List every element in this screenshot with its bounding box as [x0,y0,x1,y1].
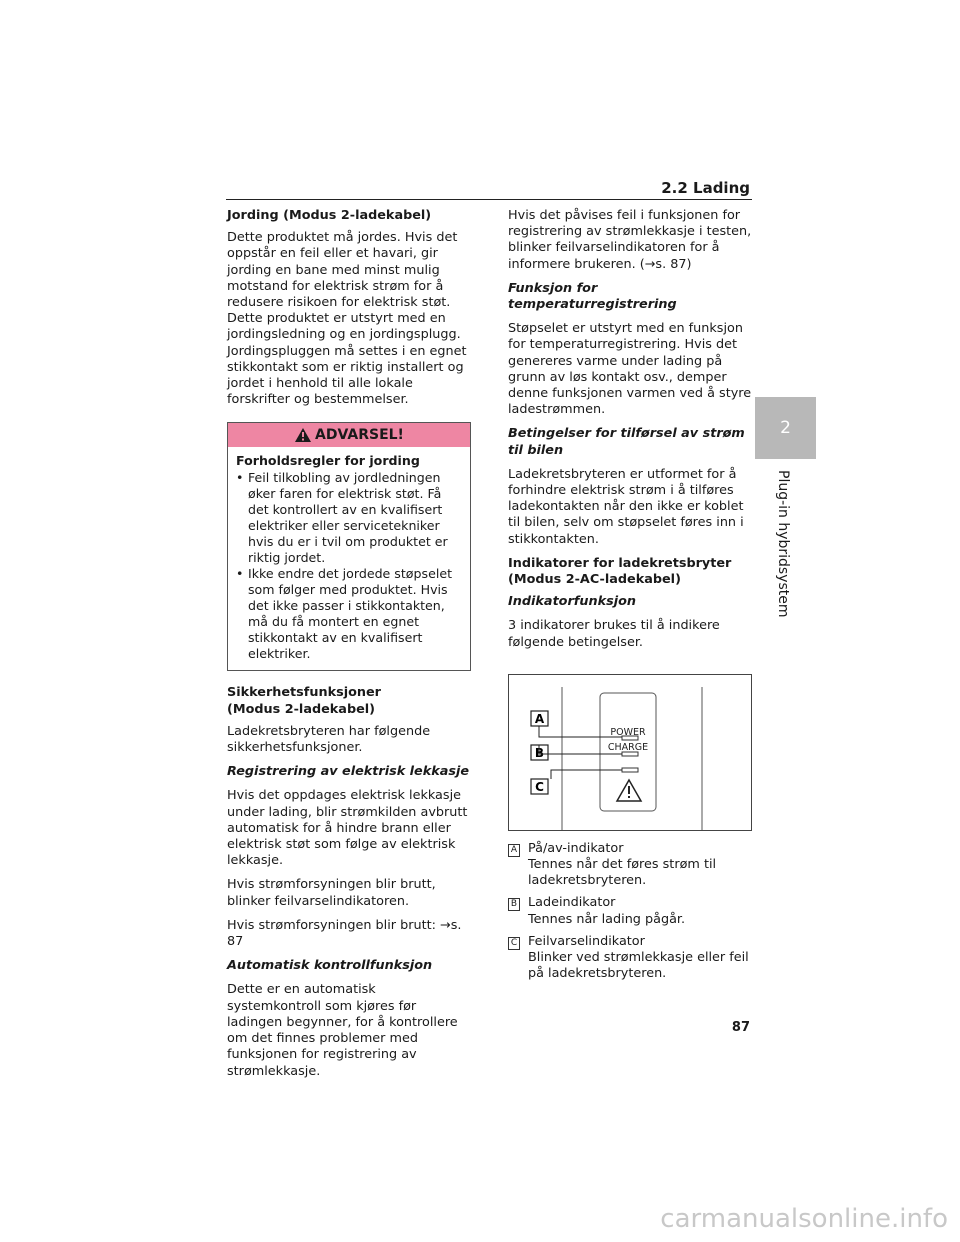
error-led [622,768,638,772]
sikkerhet-text: Ladekretsbryteren har følgende sikkerhetsfunksjoner. [227,723,431,756]
legend-desc: Tennes når det føres strøm til ladekretsbryteren. [528,857,717,889]
left-column [227,208,471,1088]
watermark: carmanualsonline.info [660,1204,948,1234]
header-rule [226,199,752,200]
warning-triangle-icon [617,780,641,801]
legend-item-b [508,895,752,927]
brutt-text-1: Hvis strømforsyningen blir brutt, blinker feilvarselindikatoren. [227,877,436,909]
legend-title: Ladeindikator [528,895,616,911]
legend-letter: A [508,844,520,857]
right-column [508,208,752,989]
warning-item: • Feil tilkobling av jordledningen øker faren for elektrisk støt. Få det kontrollert av en kvalifisert elektriker eller servicetekniker hvis du er i tvil om produktet er riktig jordet. [236,470,462,566]
chapter-name: Plug-in hybridsystem [775,470,791,618]
sikkerhet-heading [227,685,471,717]
jording-heading: Jording (Modus 2-ladekabel) [227,208,432,223]
feil-text: Hvis det påvises feil i funksjonen for registrering av strømlekkasje i testen, blinker feilvarselindikatoren for å informere brukeren. (→s. 87) [508,208,752,272]
callout-b-label: B [534,745,545,760]
warning-label: ADVARSEL! [315,427,404,444]
indikatorer-heading-line1: Indikatorer for ladekretsbryter [508,555,732,571]
legend-title: Feilvarselindikator [528,933,645,949]
temp-heading: Funksjon for temperaturregistrering [508,280,677,313]
legend-desc: Blinker ved strømlekkasje eller feil på ladekretsbryteren. [528,950,749,982]
betingelser-heading: Betingelser for tilførsel av strøm til bilen [508,426,745,458]
warning-icon [294,427,312,443]
lekkasje-heading: Registrering av elektrisk lekkasje [227,764,470,780]
sikkerhet-heading-line1: Sikkerhetsfunksjoner [227,685,381,701]
warning-title: Forholdsregler for jording [236,453,420,469]
legend-letter: B [508,898,520,911]
chapter-number: 2 [780,418,791,438]
legend-title: På/av-indikator [528,840,624,856]
temp-text: Støpselet er utstyrt med en funksjon for temperaturregistrering. Hvis det genereres varme under lading på grunn av løs kontakt osv., demper denne funksjonen varmen ved å styre ladestrømmen. [508,321,752,418]
indicator-diagram [508,674,752,831]
legend-item-a [508,841,752,890]
sikkerhet-heading-line2: (Modus 2-ladekabel) [227,701,376,717]
charge-label: CHARGE [607,741,649,753]
warning-body [228,447,470,670]
brutt-text-2: Hvis strømforsyningen blir brutt: →s. 87 [227,917,462,950]
callout-c-label: C [535,779,544,794]
legend-item-c [508,934,752,983]
jording-text: Dette produktet må jordes. Hvis det oppstår en feil eller et havari, gir jording en bane med minst mulig motstand for elektrisk strøm for å redusere risikoen for elektrisk støt. Dette produktet er utstyrt med en jordingsledning og en jordingsplugg. Jordingspluggen må settes i en egnet stikkontakt som er riktig installert og jordet i henhold til alle lokale forskrifter og bestemmelser. [227,230,467,408]
betingelser-text: Ladekretsbryteren er utformet for å forhindre elektrisk strøm i å tilføres ladekontakten når den ikke er koblet til bilen, selv om støpselet føres inn i stikkontakten. [508,466,744,547]
auto-heading: Automatisk kontrollfunksjon [227,958,433,974]
chapter-tab [755,397,816,459]
warning-item: • Ikke endre det jordede støpselet som følger med produktet. Hvis det ikke passer i stikkontakten, må du få montert en egnet stikkontakt av en kvalifisert elektriker. [236,566,462,662]
indikatorfunksjon-text: 3 indikatorer brukes til å indikere følgende betingelser. [508,618,720,650]
indicator-diagram-svg [509,675,751,830]
section-title: 2.2 Lading [661,179,750,197]
warning-list [236,470,462,662]
legend-letter: C [508,937,520,950]
lekkasje-text: Hvis det oppdages elektrisk lekkasje under lading, blir strømkilden avbrutt automatisk for å hindre brann eller elektrisk støt som følge av elektrisk lekkasje. [227,788,468,869]
power-label: POWER [610,726,646,738]
indikatorfunksjon-heading: Indikatorfunksjon [508,594,636,610]
page-number: 87 [731,1020,750,1035]
auto-text: Dette er en automatisk systemkontroll som kjøres før ladingen begynner, for å kontrollere om det finnes problemer med funksjonen for registrering av strømlekkasje. [227,982,458,1079]
indikatorer-heading [508,556,752,588]
callout-a-label: A [534,711,545,726]
warning-box [227,422,471,671]
legend-desc: Tennes når lading pågår. [528,911,686,927]
warning-header [228,423,470,447]
indikatorer-heading-line2: (Modus 2-AC-ladekabel) [508,572,681,588]
